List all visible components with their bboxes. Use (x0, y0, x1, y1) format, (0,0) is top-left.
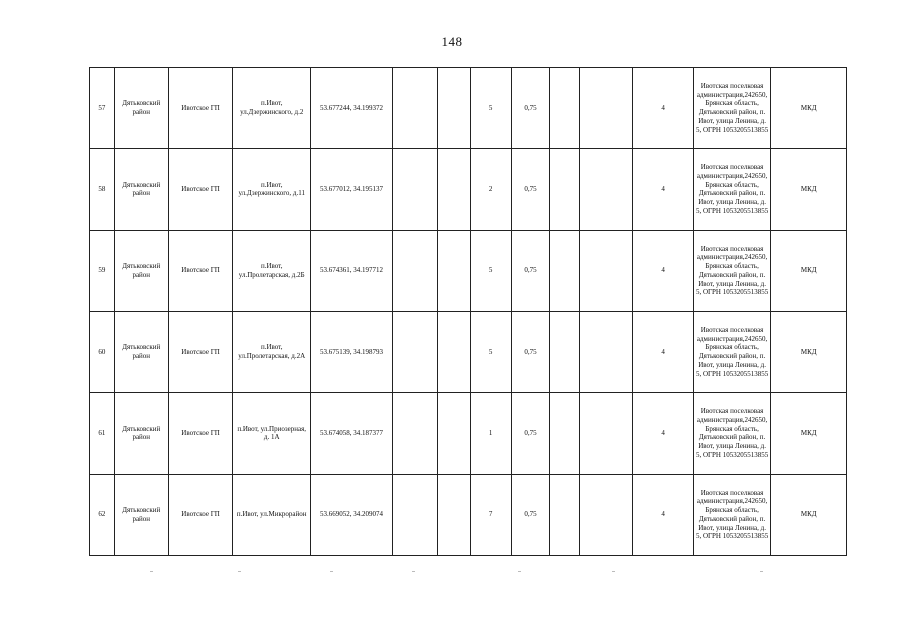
cell-empty (392, 311, 437, 392)
cell-empty (579, 311, 633, 392)
cell-district: Дятьковский район (114, 68, 168, 149)
cell-address: п.Ивот, ул.Дзержинского, д.11 (233, 149, 311, 230)
cell-container-count: 5 (470, 68, 511, 149)
cell-empty (550, 474, 579, 555)
cell-value: 4 (633, 311, 693, 392)
cell-empty (550, 311, 579, 392)
cell-empty (550, 230, 579, 311)
cell-empty (550, 149, 579, 230)
cell-empty (438, 393, 470, 474)
cell-coordinates: 53.674361, 34.197712 (311, 230, 393, 311)
cell-owner: Ивотская поселковая администрация,242650, Брянская область, Дятьковский район, п. Ивот, улица Ленина, д. 5, ОГРН 1053205513855 (693, 393, 771, 474)
cell-empty (438, 474, 470, 555)
cell-district: Дятьковский район (114, 230, 168, 311)
cell-settlement: Ивотское ГП (168, 393, 233, 474)
cell-container-volume: 0,75 (511, 149, 550, 230)
cell-coordinates: 53.669052, 34.209074 (311, 474, 393, 555)
cell-value: 4 (633, 393, 693, 474)
cell-building-type: МКД (771, 149, 847, 230)
table-row (90, 311, 847, 392)
cell-settlement: Ивотское ГП (168, 311, 233, 392)
cell-container-count: 5 (470, 230, 511, 311)
cell-empty (550, 393, 579, 474)
cell-value: 4 (633, 230, 693, 311)
cell-address: п.Ивот, ул.Пролетарская, д.2А (233, 311, 311, 392)
cell-building-type: МКД (771, 68, 847, 149)
cell-building-type: МКД (771, 393, 847, 474)
cell-settlement: Ивотское ГП (168, 474, 233, 555)
cell-empty (579, 149, 633, 230)
cell-container-count: 1 (470, 393, 511, 474)
cell-number: 59 (90, 230, 115, 311)
cell-address: п.Ивот, ул.Дзержинского, д.2 (233, 68, 311, 149)
cell-owner: Ивотская поселковая администрация,242650, Брянская область, Дятьковский район, п. Ивот, улица Ленина, д. 5, ОГРН 1053205513855 (693, 230, 771, 311)
cell-empty (392, 68, 437, 149)
scan-artifacts (0, 571, 904, 581)
cell-building-type: МКД (771, 474, 847, 555)
table-row (90, 149, 847, 230)
cell-settlement: Ивотское ГП (168, 230, 233, 311)
cell-empty (438, 311, 470, 392)
cell-empty (550, 68, 579, 149)
cell-district: Дятьковский район (114, 474, 168, 555)
cell-coordinates: 53.675139, 34.198793 (311, 311, 393, 392)
cell-owner: Ивотская поселковая администрация,242650, Брянская область, Дятьковский район, п. Ивот, улица Ленина, д. 5, ОГРН 1053205513855 (693, 149, 771, 230)
cell-empty (438, 149, 470, 230)
cell-settlement: Ивотское ГП (168, 149, 233, 230)
cell-empty (579, 68, 633, 149)
table-row (90, 393, 847, 474)
cell-building-type: МКД (771, 311, 847, 392)
cell-owner: Ивотская поселковая администрация,242650, Брянская область, Дятьковский район, п. Ивот, улица Ленина, д. 5, ОГРН 1053205513855 (693, 68, 771, 149)
cell-number: 62 (90, 474, 115, 555)
cell-coordinates: 53.677012, 34.195137 (311, 149, 393, 230)
table-row (90, 68, 847, 149)
cell-empty (579, 474, 633, 555)
cell-empty (392, 230, 437, 311)
cell-number: 58 (90, 149, 115, 230)
cell-empty (438, 68, 470, 149)
cell-owner: Ивотская поселковая администрация,242650, Брянская область, Дятьковский район, п. Ивот, улица Ленина, д. 5, ОГРН 1053205513855 (693, 474, 771, 555)
cell-container-volume: 0,75 (511, 393, 550, 474)
cell-district: Дятьковский район (114, 393, 168, 474)
cell-container-volume: 0,75 (511, 230, 550, 311)
cell-address: п.Ивот, ул.Микрорайон (233, 474, 311, 555)
cell-building-type: МКД (771, 230, 847, 311)
cell-value: 4 (633, 474, 693, 555)
registry-table (89, 67, 847, 556)
cell-address: п.Ивот, ул.Приозерная, д. 1А (233, 393, 311, 474)
table-row (90, 230, 847, 311)
cell-empty (392, 149, 437, 230)
cell-empty (438, 230, 470, 311)
cell-coordinates: 53.677244, 34.199372 (311, 68, 393, 149)
cell-number: 60 (90, 311, 115, 392)
cell-container-count: 2 (470, 149, 511, 230)
cell-container-count: 7 (470, 474, 511, 555)
cell-container-volume: 0,75 (511, 474, 550, 555)
cell-number: 61 (90, 393, 115, 474)
page-number: 148 (441, 34, 463, 49)
cell-owner: Ивотская поселковая администрация,242650, Брянская область, Дятьковский район, п. Ивот, улица Ленина, д. 5, ОГРН 1053205513855 (693, 311, 771, 392)
cell-container-volume: 0,75 (511, 68, 550, 149)
cell-empty (579, 230, 633, 311)
cell-empty (579, 393, 633, 474)
cell-empty (392, 393, 437, 474)
registry-rows (90, 68, 847, 556)
cell-coordinates: 53.674058, 34.187377 (311, 393, 393, 474)
table-row (90, 474, 847, 555)
cell-number: 57 (90, 68, 115, 149)
cell-value: 4 (633, 68, 693, 149)
cell-address: п.Ивот, ул.Пролетарская, д.2Б (233, 230, 311, 311)
cell-empty (392, 474, 437, 555)
cell-container-count: 5 (470, 311, 511, 392)
cell-container-volume: 0,75 (511, 311, 550, 392)
cell-district: Дятьковский район (114, 149, 168, 230)
cell-value: 4 (633, 149, 693, 230)
cell-district: Дятьковский район (114, 311, 168, 392)
cell-settlement: Ивотское ГП (168, 68, 233, 149)
